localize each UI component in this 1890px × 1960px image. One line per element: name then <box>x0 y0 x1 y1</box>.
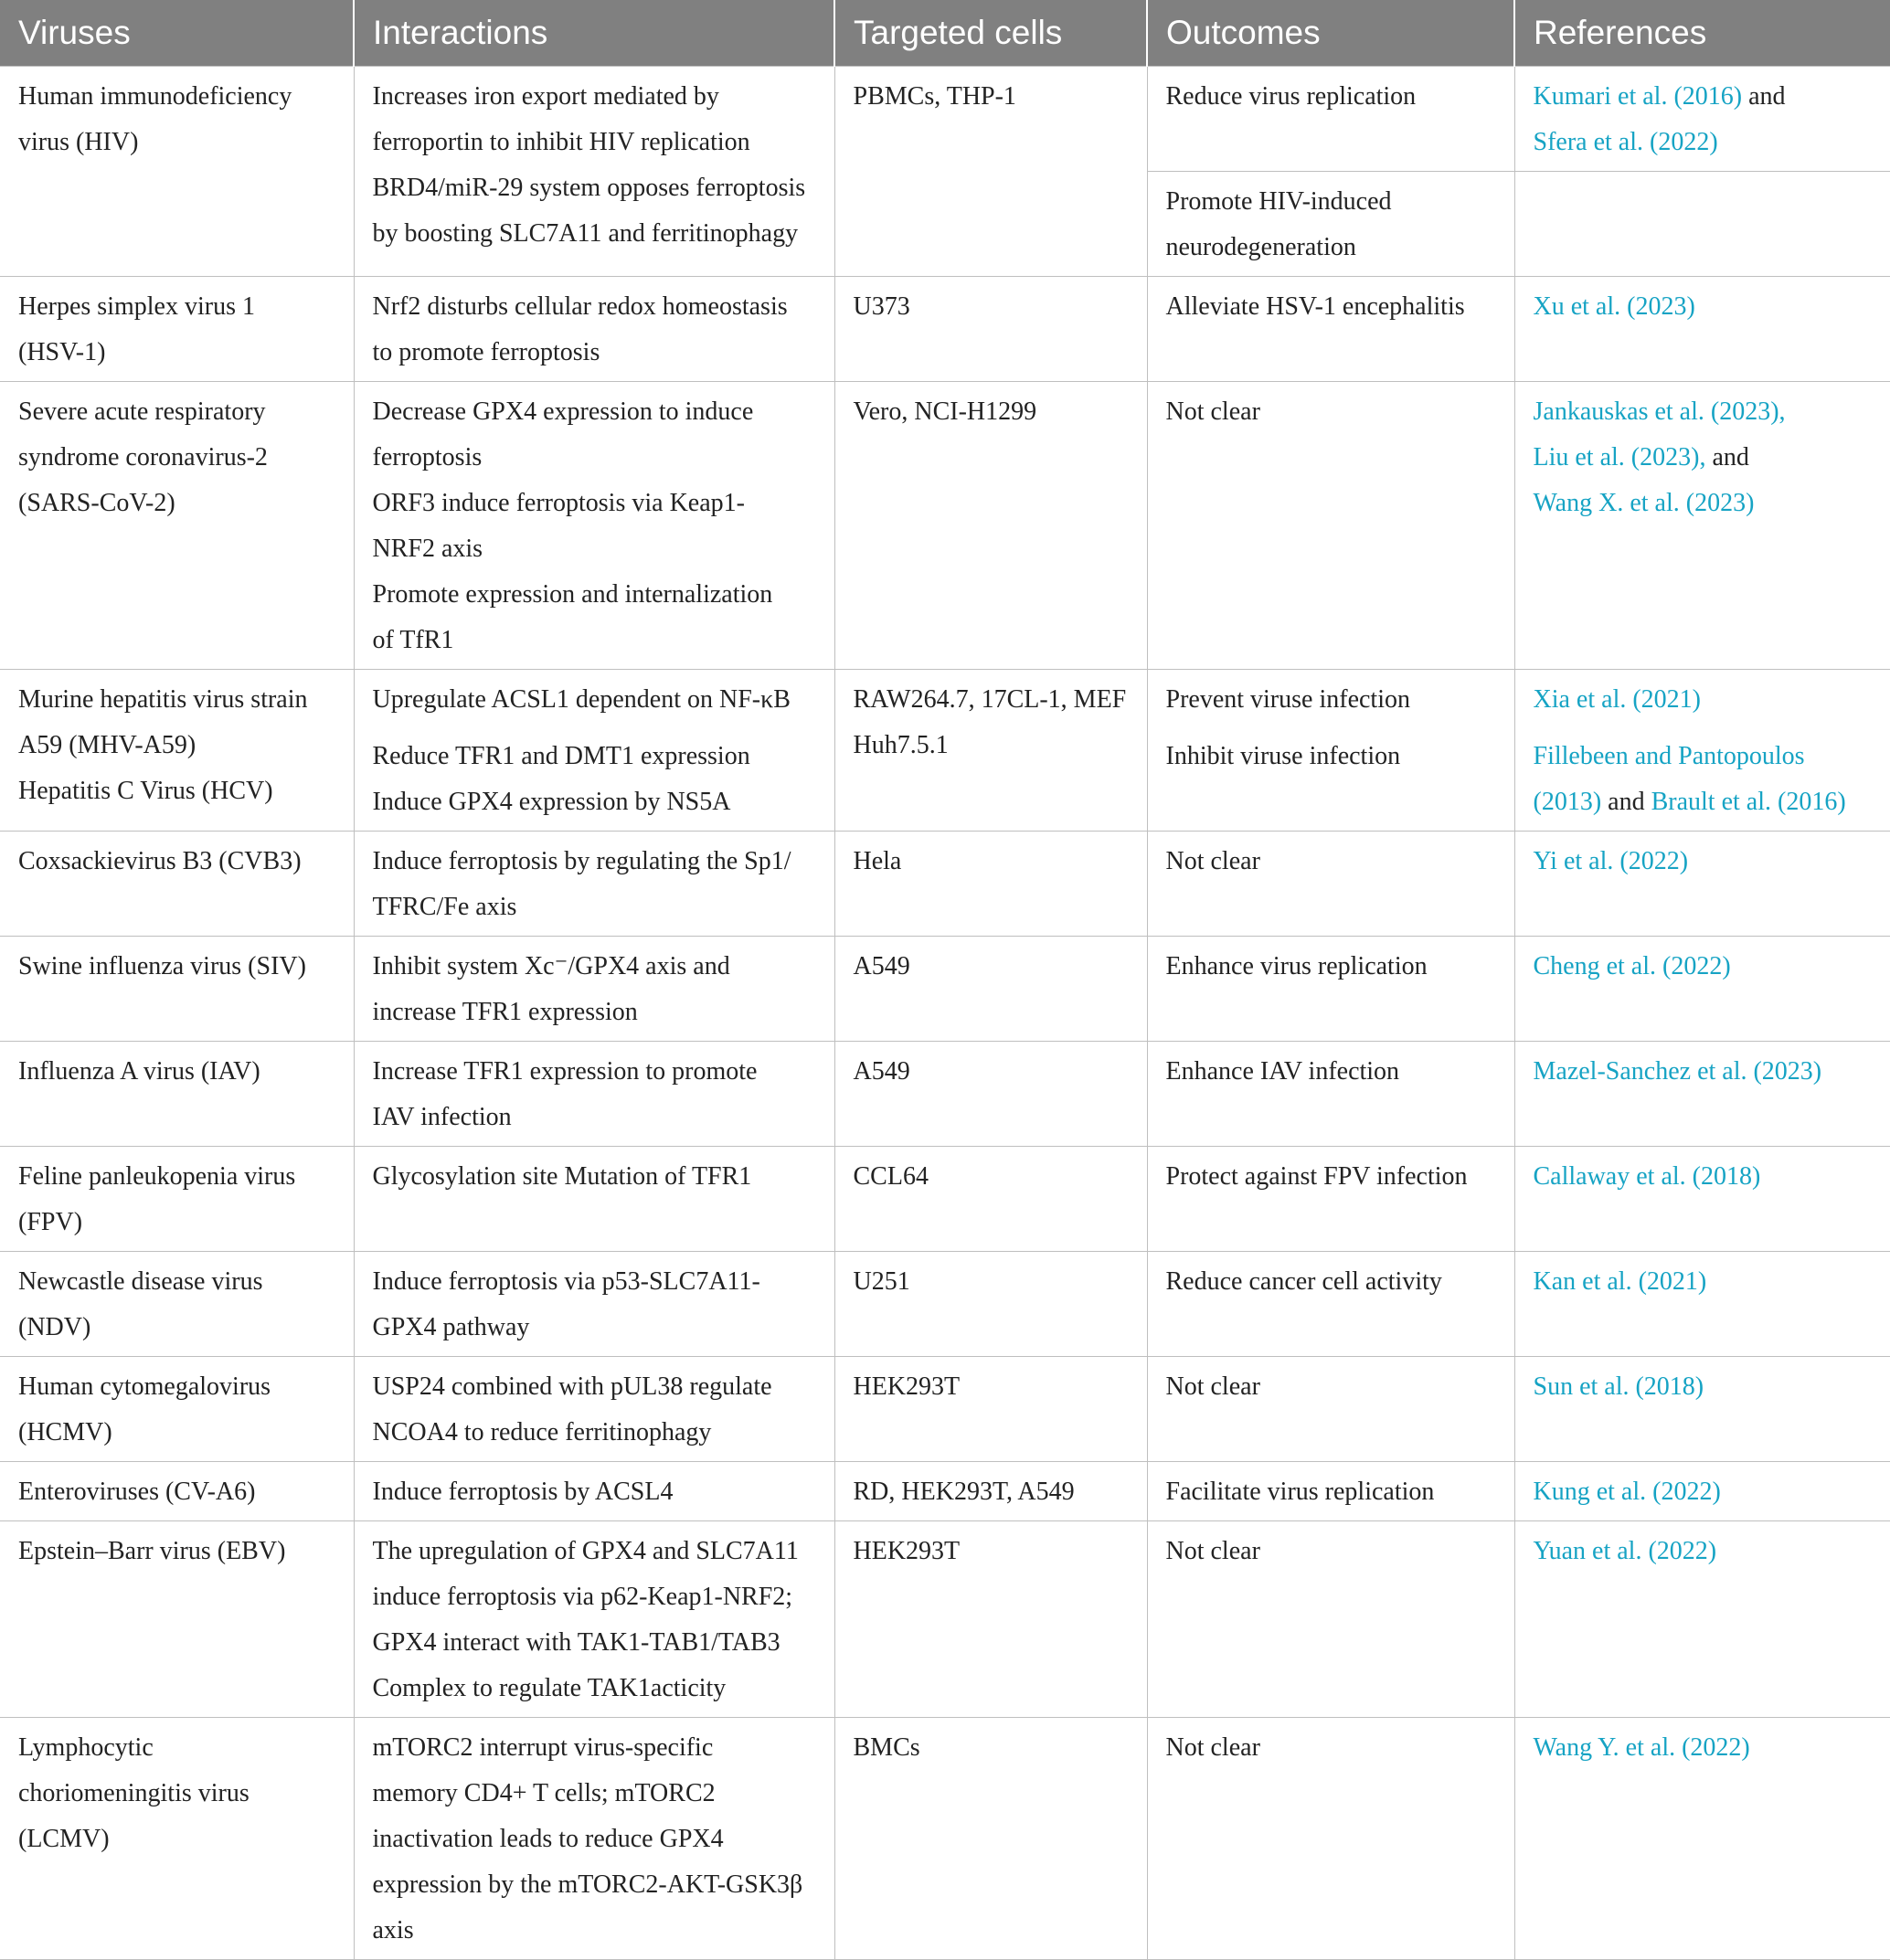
outcome-cell <box>1147 171 1514 276</box>
header-references: References <box>1514 0 1890 66</box>
ref-conjunction: and <box>1601 787 1651 816</box>
virus-line: choriomeningitis virus <box>18 1778 250 1807</box>
cells-cell: U373 <box>834 276 1147 381</box>
interactions-cell <box>354 66 834 276</box>
ref-conjunction: and <box>1742 81 1786 111</box>
references-cell <box>1514 1146 1890 1251</box>
table-row-cvb3 <box>0 831 1890 936</box>
references-cell <box>1514 1251 1890 1356</box>
interaction-line: expression by the mTORC2-AKT-GSK3β <box>372 1870 803 1899</box>
virus-line: Hepatitis C Virus (HCV) <box>18 776 273 805</box>
virus-line: Herpes simplex virus 1 <box>18 291 255 321</box>
reference-link[interactable]: Fillebeen and Pantopoulos <box>1533 741 1805 770</box>
virus-cell <box>0 66 354 276</box>
header-row <box>0 0 1890 66</box>
references-cell <box>1514 1041 1890 1146</box>
table-row-ebv <box>0 1520 1890 1717</box>
outcome-line: Promote HIV-induced <box>1165 186 1392 216</box>
reference-link[interactable]: Kung et al. (2022) <box>1533 1477 1721 1506</box>
interactions-cell: Induce ferroptosis by ACSL4 <box>354 1461 834 1520</box>
references-cell <box>1514 381 1890 669</box>
virus-line: (HCMV) <box>18 1417 112 1446</box>
cells-line: RAW264.7, 17CL-1, MEF <box>853 684 1127 714</box>
interaction-line: The upregulation of GPX4 and SLC7A11 <box>372 1536 799 1565</box>
interaction-line: Increase TFR1 expression to promote <box>372 1056 758 1086</box>
virus-cell <box>0 1717 354 1959</box>
reference-link[interactable]: Brault et al. (2016) <box>1651 787 1846 816</box>
interactions-cell <box>354 1520 834 1717</box>
outcome-cell: Not clear <box>1147 381 1514 669</box>
reference-link[interactable]: Sfera et al. (2022) <box>1533 127 1718 156</box>
virus-line: Lymphocytic <box>18 1732 154 1762</box>
reference-link[interactable]: (2013) <box>1533 787 1602 816</box>
table-row-ndv <box>0 1251 1890 1356</box>
table-row-fpv <box>0 1146 1890 1251</box>
cells-cell: U251 <box>834 1251 1147 1356</box>
references-cell <box>1514 1356 1890 1461</box>
reference-link[interactable]: Liu et al. (2023), <box>1533 442 1706 471</box>
interaction-line: NRF2 axis <box>372 534 483 563</box>
virus-cell <box>0 1251 354 1356</box>
virus-line: Feline panleukopenia virus <box>18 1161 296 1191</box>
interaction-line: memory CD4+ T cells; mTORC2 <box>372 1778 716 1807</box>
interaction-line: ferroportin to inhibit HIV replication <box>372 127 750 156</box>
outcome-line: neurodegeneration <box>1165 232 1356 261</box>
virus-cell: Epstein–Barr virus (EBV) <box>0 1520 354 1717</box>
virus-line: (LCMV) <box>18 1824 110 1853</box>
references-cell <box>1514 1520 1890 1717</box>
interactions-cell <box>354 1356 834 1461</box>
outcome-cell: Not clear <box>1147 1520 1514 1717</box>
interaction-line: to promote ferroptosis <box>372 337 600 366</box>
interaction-line: of TfR1 <box>372 625 454 654</box>
cells-cell <box>834 669 1147 831</box>
outcome-cell: Alleviate HSV-1 encephalitis <box>1147 276 1514 381</box>
reference-link[interactable]: Cheng et al. (2022) <box>1533 951 1731 980</box>
outcome-cell: Not clear <box>1147 1717 1514 1959</box>
virus-line: A59 (MHV-A59) <box>18 730 196 759</box>
interaction-line: Promote expression and internalization <box>372 579 773 609</box>
references-cell <box>1514 936 1890 1041</box>
interaction-line: BRD4/miR-29 system opposes ferroptosis <box>372 173 806 202</box>
interaction-line: GPX4 interact with TAK1-TAB1/TAB3 <box>372 1627 780 1657</box>
virus-line: Human cytomegalovirus <box>18 1372 271 1401</box>
interaction-line: TFRC/Fe axis <box>372 892 517 921</box>
virus-line: (FPV) <box>18 1207 83 1236</box>
references-cell <box>1514 669 1890 831</box>
virus-cell: Influenza A virus (IAV) <box>0 1041 354 1146</box>
interaction-line: axis <box>372 1915 414 1944</box>
references-cell <box>1514 1717 1890 1959</box>
interactions-cell: Glycosylation site Mutation of TFR1 <box>354 1146 834 1251</box>
table-row-cv-a6 <box>0 1461 1890 1520</box>
reference-link[interactable]: Yi et al. (2022) <box>1533 846 1689 875</box>
interaction-line: Decrease GPX4 expression to induce <box>372 397 754 426</box>
header-targeted-cells: Targeted cells <box>834 0 1147 66</box>
interaction-line: Induce GPX4 expression by NS5A <box>372 787 731 816</box>
interaction-line: IAV infection <box>372 1102 512 1131</box>
virus-cell <box>0 669 354 831</box>
interaction-line: Induce ferroptosis via p53-SLC7A11- <box>372 1266 760 1296</box>
interaction-line: Reduce TFR1 and DMT1 expression <box>372 741 750 770</box>
table-row-hsv1 <box>0 276 1890 381</box>
virus-line: Murine hepatitis virus strain <box>18 684 308 714</box>
cells-cell: Hela <box>834 831 1147 936</box>
virus-cell: Swine influenza virus (SIV) <box>0 936 354 1041</box>
virus-cell: Coxsackievirus B3 (CVB3) <box>0 831 354 936</box>
virus-cell: Enteroviruses (CV-A6) <box>0 1461 354 1520</box>
outcome-cell <box>1147 669 1514 831</box>
table-row-hcmv <box>0 1356 1890 1461</box>
virus-cell <box>0 1356 354 1461</box>
cells-cell: BMCs <box>834 1717 1147 1959</box>
interaction-line: induce ferroptosis via p62-Keap1-NRF2; <box>372 1582 793 1611</box>
virus-line: Human immunodeficiency <box>18 81 292 111</box>
table-row-hiv <box>0 66 1890 171</box>
outcome-line: Inhibit viruse infection <box>1165 741 1401 770</box>
reference-link[interactable]: Xu et al. (2023) <box>1533 291 1695 321</box>
virus-line: virus (HIV) <box>18 127 139 156</box>
virus-cell <box>0 381 354 669</box>
reference-link[interactable]: Yuan et al. (2022) <box>1533 1536 1717 1565</box>
virus-cell <box>0 1146 354 1251</box>
cells-cell: A549 <box>834 1041 1147 1146</box>
reference-link[interactable]: Callaway et al. (2018) <box>1533 1161 1761 1191</box>
interactions-cell <box>354 669 834 831</box>
virus-line: (HSV-1) <box>18 337 106 366</box>
outcome-cell: Reduce cancer cell activity <box>1147 1251 1514 1356</box>
cells-line: Huh7.5.1 <box>853 730 949 759</box>
references-cell <box>1514 276 1890 381</box>
reference-link[interactable]: Kan et al. (2021) <box>1533 1266 1707 1296</box>
table-row-mhv-hcv <box>0 669 1890 831</box>
interactions-cell <box>354 1041 834 1146</box>
interaction-line: GPX4 pathway <box>372 1312 530 1341</box>
interaction-line: Upregulate ACSL1 dependent on NF-κB <box>372 684 791 714</box>
reference-link[interactable]: Wang Y. et al. (2022) <box>1533 1732 1750 1762</box>
cells-cell: A549 <box>834 936 1147 1041</box>
interaction-line: ORF3 induce ferroptosis via Keap1- <box>372 488 745 517</box>
interaction-line: ferroptosis <box>372 442 483 471</box>
cells-cell: CCL64 <box>834 1146 1147 1251</box>
interaction-line: Nrf2 disturbs cellular redox homeostasis <box>372 291 788 321</box>
references-cell-empty <box>1514 171 1890 276</box>
interaction-line: NCOA4 to reduce ferritinophagy <box>372 1417 712 1446</box>
header-viruses: Viruses <box>0 0 354 66</box>
virus-line: Severe acute respiratory <box>18 397 266 426</box>
reference-link[interactable]: Jankauskas et al. (2023), <box>1533 397 1786 426</box>
interaction-line: Increases iron export mediated by <box>372 81 719 111</box>
interaction-line: USP24 combined with pUL38 regulate <box>372 1372 772 1401</box>
table-row-iav <box>0 1041 1890 1146</box>
references-cell <box>1514 1461 1890 1520</box>
interactions-cell <box>354 381 834 669</box>
virus-line: (NDV) <box>18 1312 91 1341</box>
cells-cell: RD, HEK293T, A549 <box>834 1461 1147 1520</box>
table-row-siv <box>0 936 1890 1041</box>
outcome-cell: Not clear <box>1147 831 1514 936</box>
table-row-sars-cov-2 <box>0 381 1890 669</box>
cells-cell: Vero, NCI-H1299 <box>834 381 1147 669</box>
header-interactions: Interactions <box>354 0 834 66</box>
references-cell <box>1514 831 1890 936</box>
reference-link[interactable]: Kumari et al. (2016) <box>1533 81 1743 111</box>
interaction-line: Inhibit system Xc⁻/GPX4 axis and <box>372 951 730 980</box>
virus-line: syndrome coronavirus-2 <box>18 442 268 471</box>
outcome-cell: Enhance virus replication <box>1147 936 1514 1041</box>
outcome-cell: Reduce virus replication <box>1147 66 1514 171</box>
outcome-line: Prevent viruse infection <box>1165 684 1410 714</box>
outcome-cell: Not clear <box>1147 1356 1514 1461</box>
header-outcomes: Outcomes <box>1147 0 1514 66</box>
interaction-line: mTORC2 interrupt virus-specific <box>372 1732 714 1762</box>
virus-line: Newcastle disease virus <box>18 1266 263 1296</box>
cells-cell: HEK293T <box>834 1520 1147 1717</box>
outcome-cell: Enhance IAV infection <box>1147 1041 1514 1146</box>
references-cell <box>1514 66 1890 171</box>
outcome-cell: Protect against FPV infection <box>1147 1146 1514 1251</box>
interaction-line: inactivation leads to reduce GPX4 <box>372 1824 724 1853</box>
virus-cell <box>0 276 354 381</box>
reference-link[interactable]: Sun et al. (2018) <box>1533 1372 1704 1401</box>
interaction-line: Complex to regulate TAK1acticity <box>372 1673 727 1702</box>
virus-line: (SARS-CoV-2) <box>18 488 175 517</box>
interactions-cell <box>354 276 834 381</box>
interaction-line: by boosting SLC7A11 and ferritinophagy <box>372 218 799 248</box>
ref-conjunction: and <box>1705 442 1749 471</box>
interaction-line: Induce ferroptosis by regulating the Sp1/ <box>372 846 791 875</box>
cells-cell: PBMCs, THP-1 <box>834 66 1147 276</box>
reference-link[interactable]: Mazel-Sanchez et al. (2023) <box>1533 1056 1822 1086</box>
outcome-cell: Facilitate virus replication <box>1147 1461 1514 1520</box>
interactions-cell <box>354 1717 834 1959</box>
interaction-line: increase TFR1 expression <box>372 997 638 1026</box>
interactions-cell <box>354 1251 834 1356</box>
cells-cell: HEK293T <box>834 1356 1147 1461</box>
reference-link[interactable]: Xia et al. (2021) <box>1533 684 1701 714</box>
interactions-cell <box>354 831 834 936</box>
interactions-cell <box>354 936 834 1041</box>
table-row-lcmv <box>0 1717 1890 1959</box>
reference-link[interactable]: Wang X. et al. (2023) <box>1533 488 1755 517</box>
